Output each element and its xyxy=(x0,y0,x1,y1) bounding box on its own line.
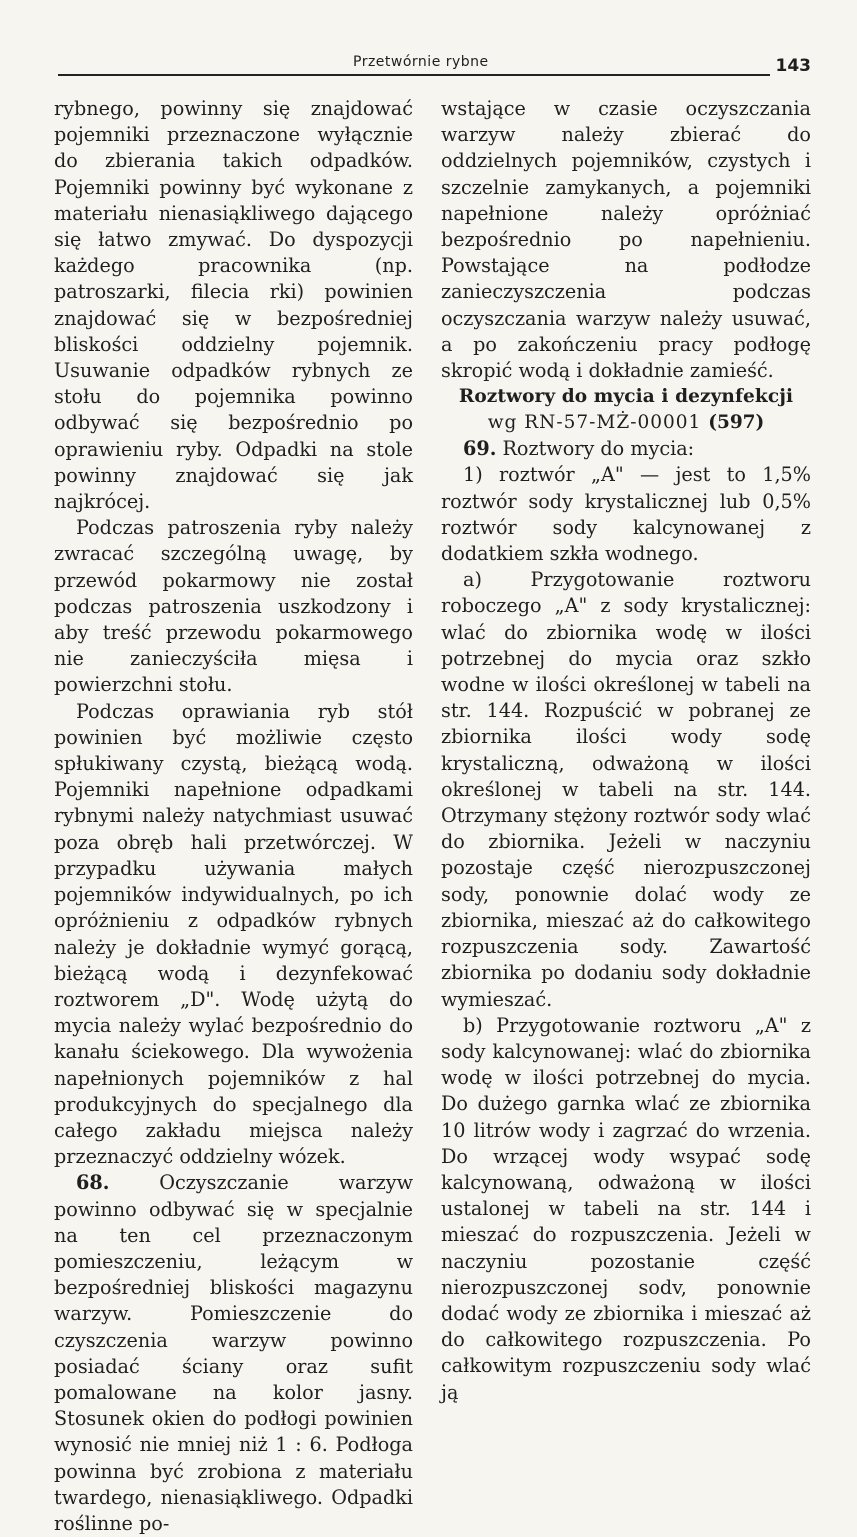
list-item-1: 1) roztwór „A" — jest to 1,5% roztwór sody krystalicznej lub 0,5% roztwór sody kalcynowanej z dodatkiem szkła wodnego. xyxy=(441,463,811,566)
list-item-a: a) Przygotowanie roztworu roboczego „A" z sody krystalicznej: wlać do zbiornika wodę w ilości potrzebnej do mycia oraz szkło wodne w ilości określonej w tabeli na str. 144. Rozpuścić w pobranej ze zbiornika ilości wody sodę krystaliczną, odważoną w ilości określonej w tabeli na str. 144. Otrzymany stężony roztwór sody wlać do zbiornika. Jeżeli w naczyniu pozostaje część nierozpuszczonej sody, ponownie dolać wody ze zbiornika, mieszać aż do całkowitego rozpuszczenia sody. Zawartość zbiornika po dodaniu sody dokładnie wymieszać. xyxy=(441,568,811,1011)
left-column xyxy=(54,96,413,1537)
header-rule xyxy=(58,74,770,76)
section-reference xyxy=(441,410,811,436)
running-header xyxy=(58,52,811,76)
paragraph-number: 69. xyxy=(463,437,497,461)
list-item-b: b) Przygotowanie roztworu „A" z sody kalcynowanej: wlać do zbiornika wodę w ilości potrzebnej do mycia. Do dużego garnka wlać ze zbiornika 10 litrów wody i zagrzać do wrzenia. Do wrzącej wody wsypać sodę kalcynowaną, odważoną w ilości ustalonej w tabeli na str. 144 i mieszać do rozpuszczenia. Jeżeli w naczyniu pozostanie część nierozpuszczonej sodv, ponownie dodać wody ze zbiornika i mieszać aż do całkowitego rozpuszczenia. Po całkowitym rozpuszczeniu sody wlać ją xyxy=(441,1013,811,1404)
standard-code: wg RN-57-MŻ-00001 xyxy=(487,412,709,434)
paragraph-text: Oczyszczanie warzyw powinno odbywać się w specjalnie na ten cel przeznaczonym pomieszczeniu, leżącym w bezpośredniej bliskości magazynu warzyw. Pomieszczenie do czyszczenia warzyw powinno posiadać ściany oraz sufit pomalowane na kolor jasny. Stosunek okien do podłogi powinien wynosić nie mniej niż 1 : 6. Podłoga powinna być zrobiona z materiału twardego, nienasiąkliwego. Odpadki roślinne po- xyxy=(54,1171,413,1535)
running-title: Przetwórnie rybne xyxy=(353,54,489,70)
paragraph-number: 68. xyxy=(76,1171,110,1195)
section-title: Roztwory do mycia i dezynfekcji xyxy=(458,386,794,408)
right-column xyxy=(441,96,811,1406)
paragraph-gutting: Podczas patroszenia ryby należy zwracać szczególną uwagę, by przewód pokarmowy nie został podczas patroszenia uszkodzony i aby treść przewodu pokarmowego nie zanieczyściła mięsa i powierzchni stołu. xyxy=(54,516,413,697)
page-number: 143 xyxy=(775,56,811,76)
reference-number: (597) xyxy=(708,412,765,434)
paragraph-continuation: rybnego, powinny się znajdować pojemniki przeznaczone wyłącznie do zbierania takich odpadków. Pojemniki powinny być wykonane z materiału nienasiąkliwego dającego się łatwo zmywać. Do dyspozycji każdego pracownika (np. patroszarki, filecia rki) powinien znajdować się w bezpośredniej bliskości oddzielny pojemnik. Usuwanie odpadków rybnych ze stołu do pojemnika powinno odbywać się bezpośrednio po oprawieniu ryby. Odpadki na stole powinny znajdować się jak najkrócej. xyxy=(54,97,413,514)
paragraph-text: Roztwory do mycia: xyxy=(496,437,695,461)
paragraph-69 xyxy=(441,436,811,462)
paragraph-68 xyxy=(54,1170,413,1537)
paragraph-continuation: wstające w czasie oczyszczania warzyw należy zbierać do oddzielnych pojemników, czystych i szczelnie zamykanych, a pojemniki napełnione należy opróżniać bezpośrednio po napełnieniu. Powstające na podłodze zanieczyszczenia podczas oczyszczania warzyw należy usuwać, a po zakończeniu pracy podłogę skropić wodą i dokładnie zamieść. xyxy=(441,97,811,383)
paragraph-dressing: Podczas oprawiania ryb stół powinien być możliwie często spłukiwany czystą, bieżącą wodą. Pojemniki napełnione odpadkami rybnymi należy natychmiast usuwać poza obręb hali przetwórczej. W przypadku używania małych pojemników indywidualnych, po ich opróżnieniu z odpadków rybnych należy je dokładnie wymyć gorącą, bieżącą wodą i dezynfekować roztworem „D". Wodę użytą do mycia należy wylać bezpośrednio do kanału ściekowego. Dla wywożenia napełnionych pojemników z hal produkcyjnych do specjalnego dla całego zakładu miejsca należy przeznaczyć oddzielny wózek. xyxy=(54,699,413,1169)
